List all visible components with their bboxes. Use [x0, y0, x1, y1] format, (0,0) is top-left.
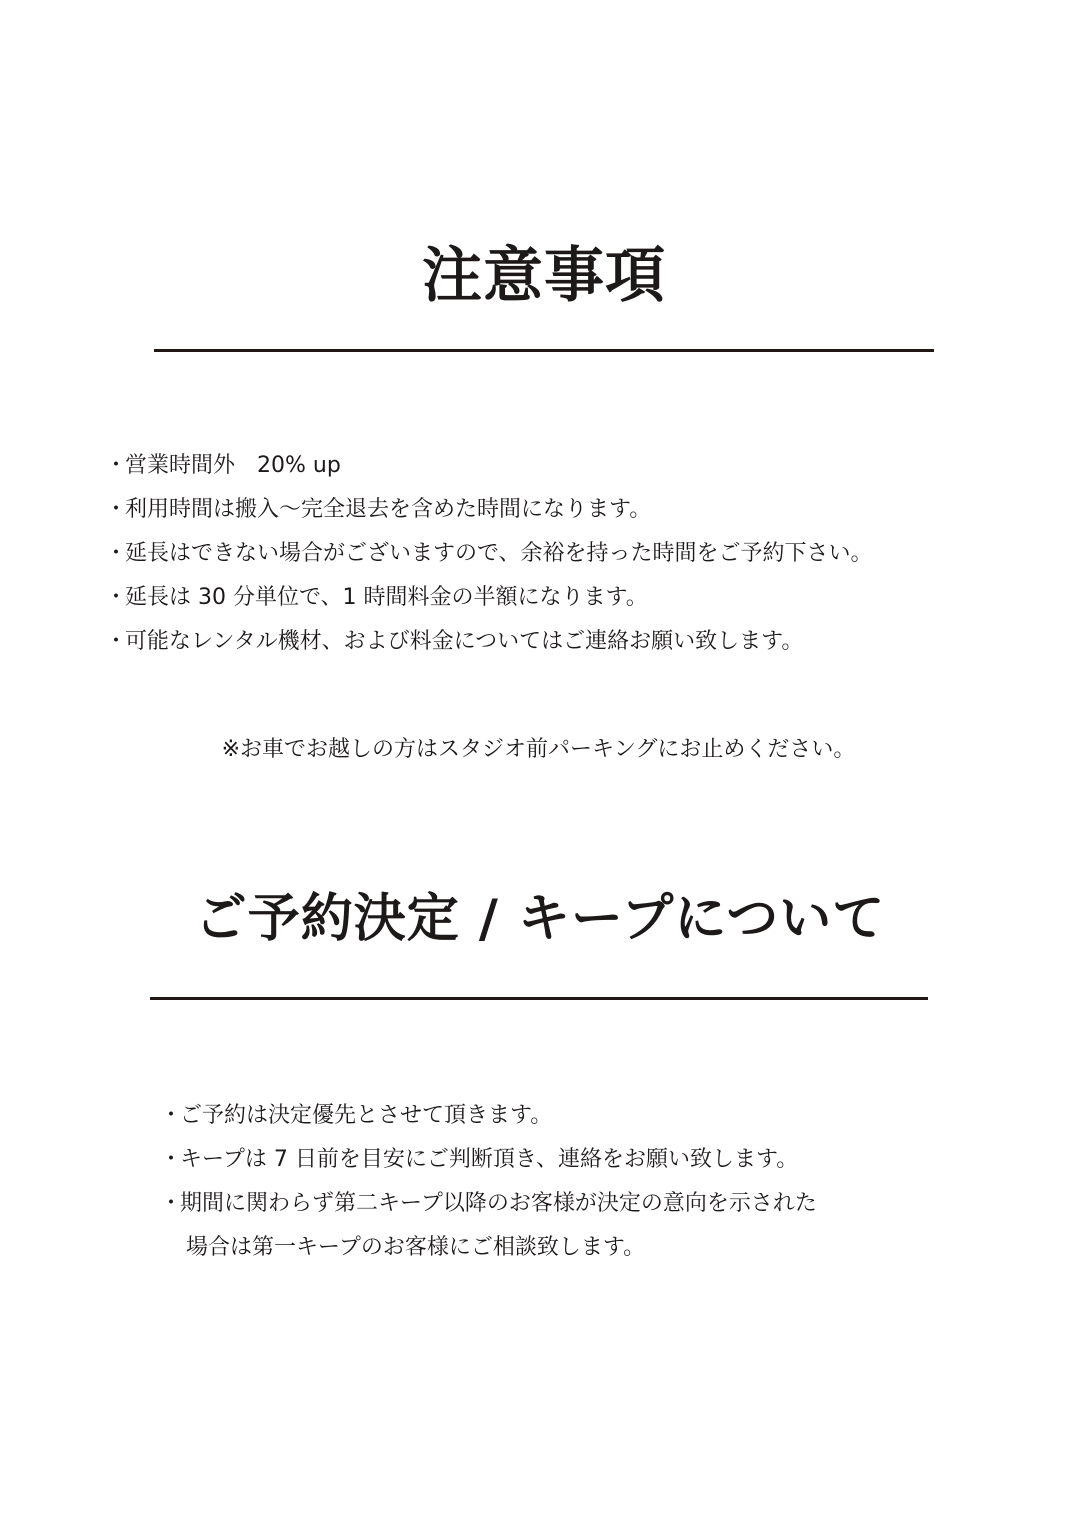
reservation-title: ご予約決定 / キープについて	[194, 889, 886, 949]
parking-note: ※お車でお越しの方はスタジオ前パーキングにお止めください。	[221, 737, 856, 762]
bullet-mark: ・	[105, 585, 128, 610]
reservation-divider	[150, 997, 928, 1000]
reservation-list	[160, 1094, 817, 1270]
list-item-text-continued: 場合は第一キープのお客様にご相談致します。	[186, 1235, 646, 1260]
list-item-text: 可能なレンタル機材、および料金についてはご連絡お願い致します。	[125, 629, 804, 654]
list-item	[105, 532, 873, 576]
list-item-text: ご予約は決定優先とさせて頂きます。	[180, 1103, 553, 1128]
list-item	[105, 444, 873, 488]
bullet-mark: ・	[105, 497, 128, 522]
list-item-text: 期間に関わらず第二キープ以降のお客様が決定の意向を示された	[180, 1191, 817, 1216]
list-item	[160, 1138, 817, 1182]
notice-list	[105, 444, 873, 664]
list-item-text: キープは 7 日前を目安にご判断頂き、連絡をお願い致します。	[180, 1147, 799, 1172]
bullet-mark: ・	[160, 1191, 183, 1216]
list-item-text: 延長は 30 分単位で、1 時間料金の半額になります。	[125, 585, 648, 610]
list-item	[105, 576, 873, 620]
list-item	[160, 1094, 817, 1138]
list-item	[105, 488, 873, 532]
bullet-mark: ・	[105, 629, 128, 654]
bullet-mark: ・	[160, 1103, 183, 1128]
notice-divider	[154, 349, 934, 352]
notice-title: 注意事項	[422, 241, 666, 311]
list-item	[105, 620, 873, 664]
bullet-mark: ・	[160, 1147, 183, 1172]
list-item-text: 営業時間外 20% up	[125, 453, 341, 478]
list-item-text: 利用時間は搬入〜完全退去を含めた時間になります。	[125, 497, 652, 522]
list-item-text: 延長はできない場合がございますので、余裕を持った時間をご予約下さい。	[125, 541, 873, 566]
bullet-mark: ・	[105, 453, 128, 478]
list-item	[160, 1182, 817, 1270]
bullet-mark: ・	[105, 541, 128, 566]
